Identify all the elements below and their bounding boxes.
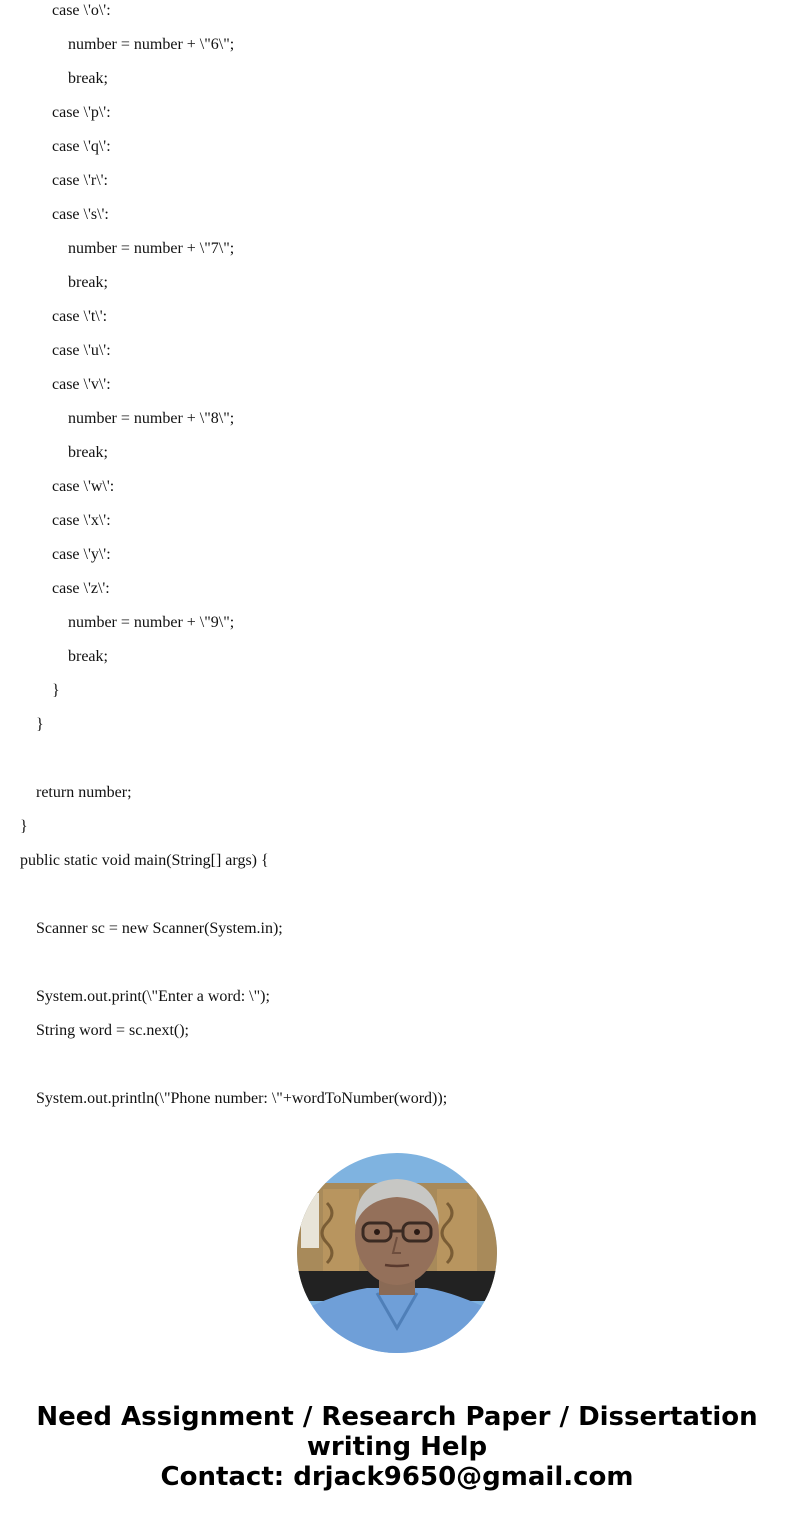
code-line-blank xyxy=(0,748,794,782)
code-line-blank xyxy=(0,952,794,986)
code-line: number = number + \"9\"; xyxy=(68,614,235,631)
code-line: Scanner sc = new Scanner(System.in); xyxy=(36,920,283,937)
code-line: System.out.print(\"Enter a word: \"); xyxy=(36,988,270,1005)
promo-subheadline: writing Help xyxy=(306,1432,488,1462)
code-line: case \'o\': xyxy=(52,2,111,19)
code-line: case \'p\': xyxy=(52,104,111,121)
code-line: case \'v\': xyxy=(52,376,111,393)
code-line: case \'y\': xyxy=(52,546,111,563)
code-line: break; xyxy=(68,444,108,461)
code-line: case \'w\': xyxy=(52,478,115,495)
promo-banner xyxy=(0,1402,794,1492)
code-line: case \'x\': xyxy=(52,512,111,529)
promo-headline: Need Assignment / Research Paper / Dissertation xyxy=(36,1402,758,1432)
author-avatar xyxy=(297,1153,497,1353)
code-line: return number; xyxy=(36,784,132,801)
code-line: case \'s\': xyxy=(52,206,109,223)
code-line: case \'u\': xyxy=(52,342,111,359)
code-line: number = number + \"6\"; xyxy=(68,36,235,53)
code-line: } xyxy=(36,716,44,733)
code-line: number = number + \"7\"; xyxy=(68,240,235,257)
code-line-blank xyxy=(0,884,794,918)
code-line: case \'q\': xyxy=(52,138,111,155)
code-line: System.out.println(\"Phone number: \"+wordToNumber(word)); xyxy=(36,1090,448,1107)
author-portrait-icon xyxy=(297,1153,497,1353)
code-line: case \'t\': xyxy=(52,308,108,325)
code-line: case \'r\': xyxy=(52,172,108,189)
code-line-blank xyxy=(0,1054,794,1088)
code-line: } xyxy=(20,818,28,835)
code-line: break; xyxy=(68,70,108,87)
code-line: break; xyxy=(68,274,108,291)
code-line: break; xyxy=(68,648,108,665)
promo-contact: Contact: drjack9650@gmail.com xyxy=(160,1462,634,1492)
code-line: public static void main(String[] args) { xyxy=(20,852,269,869)
code-line: } xyxy=(52,682,60,699)
code-line: case \'z\': xyxy=(52,580,110,597)
code-line: number = number + \"8\"; xyxy=(68,410,235,427)
code-line: String word = sc.next(); xyxy=(36,1022,189,1039)
